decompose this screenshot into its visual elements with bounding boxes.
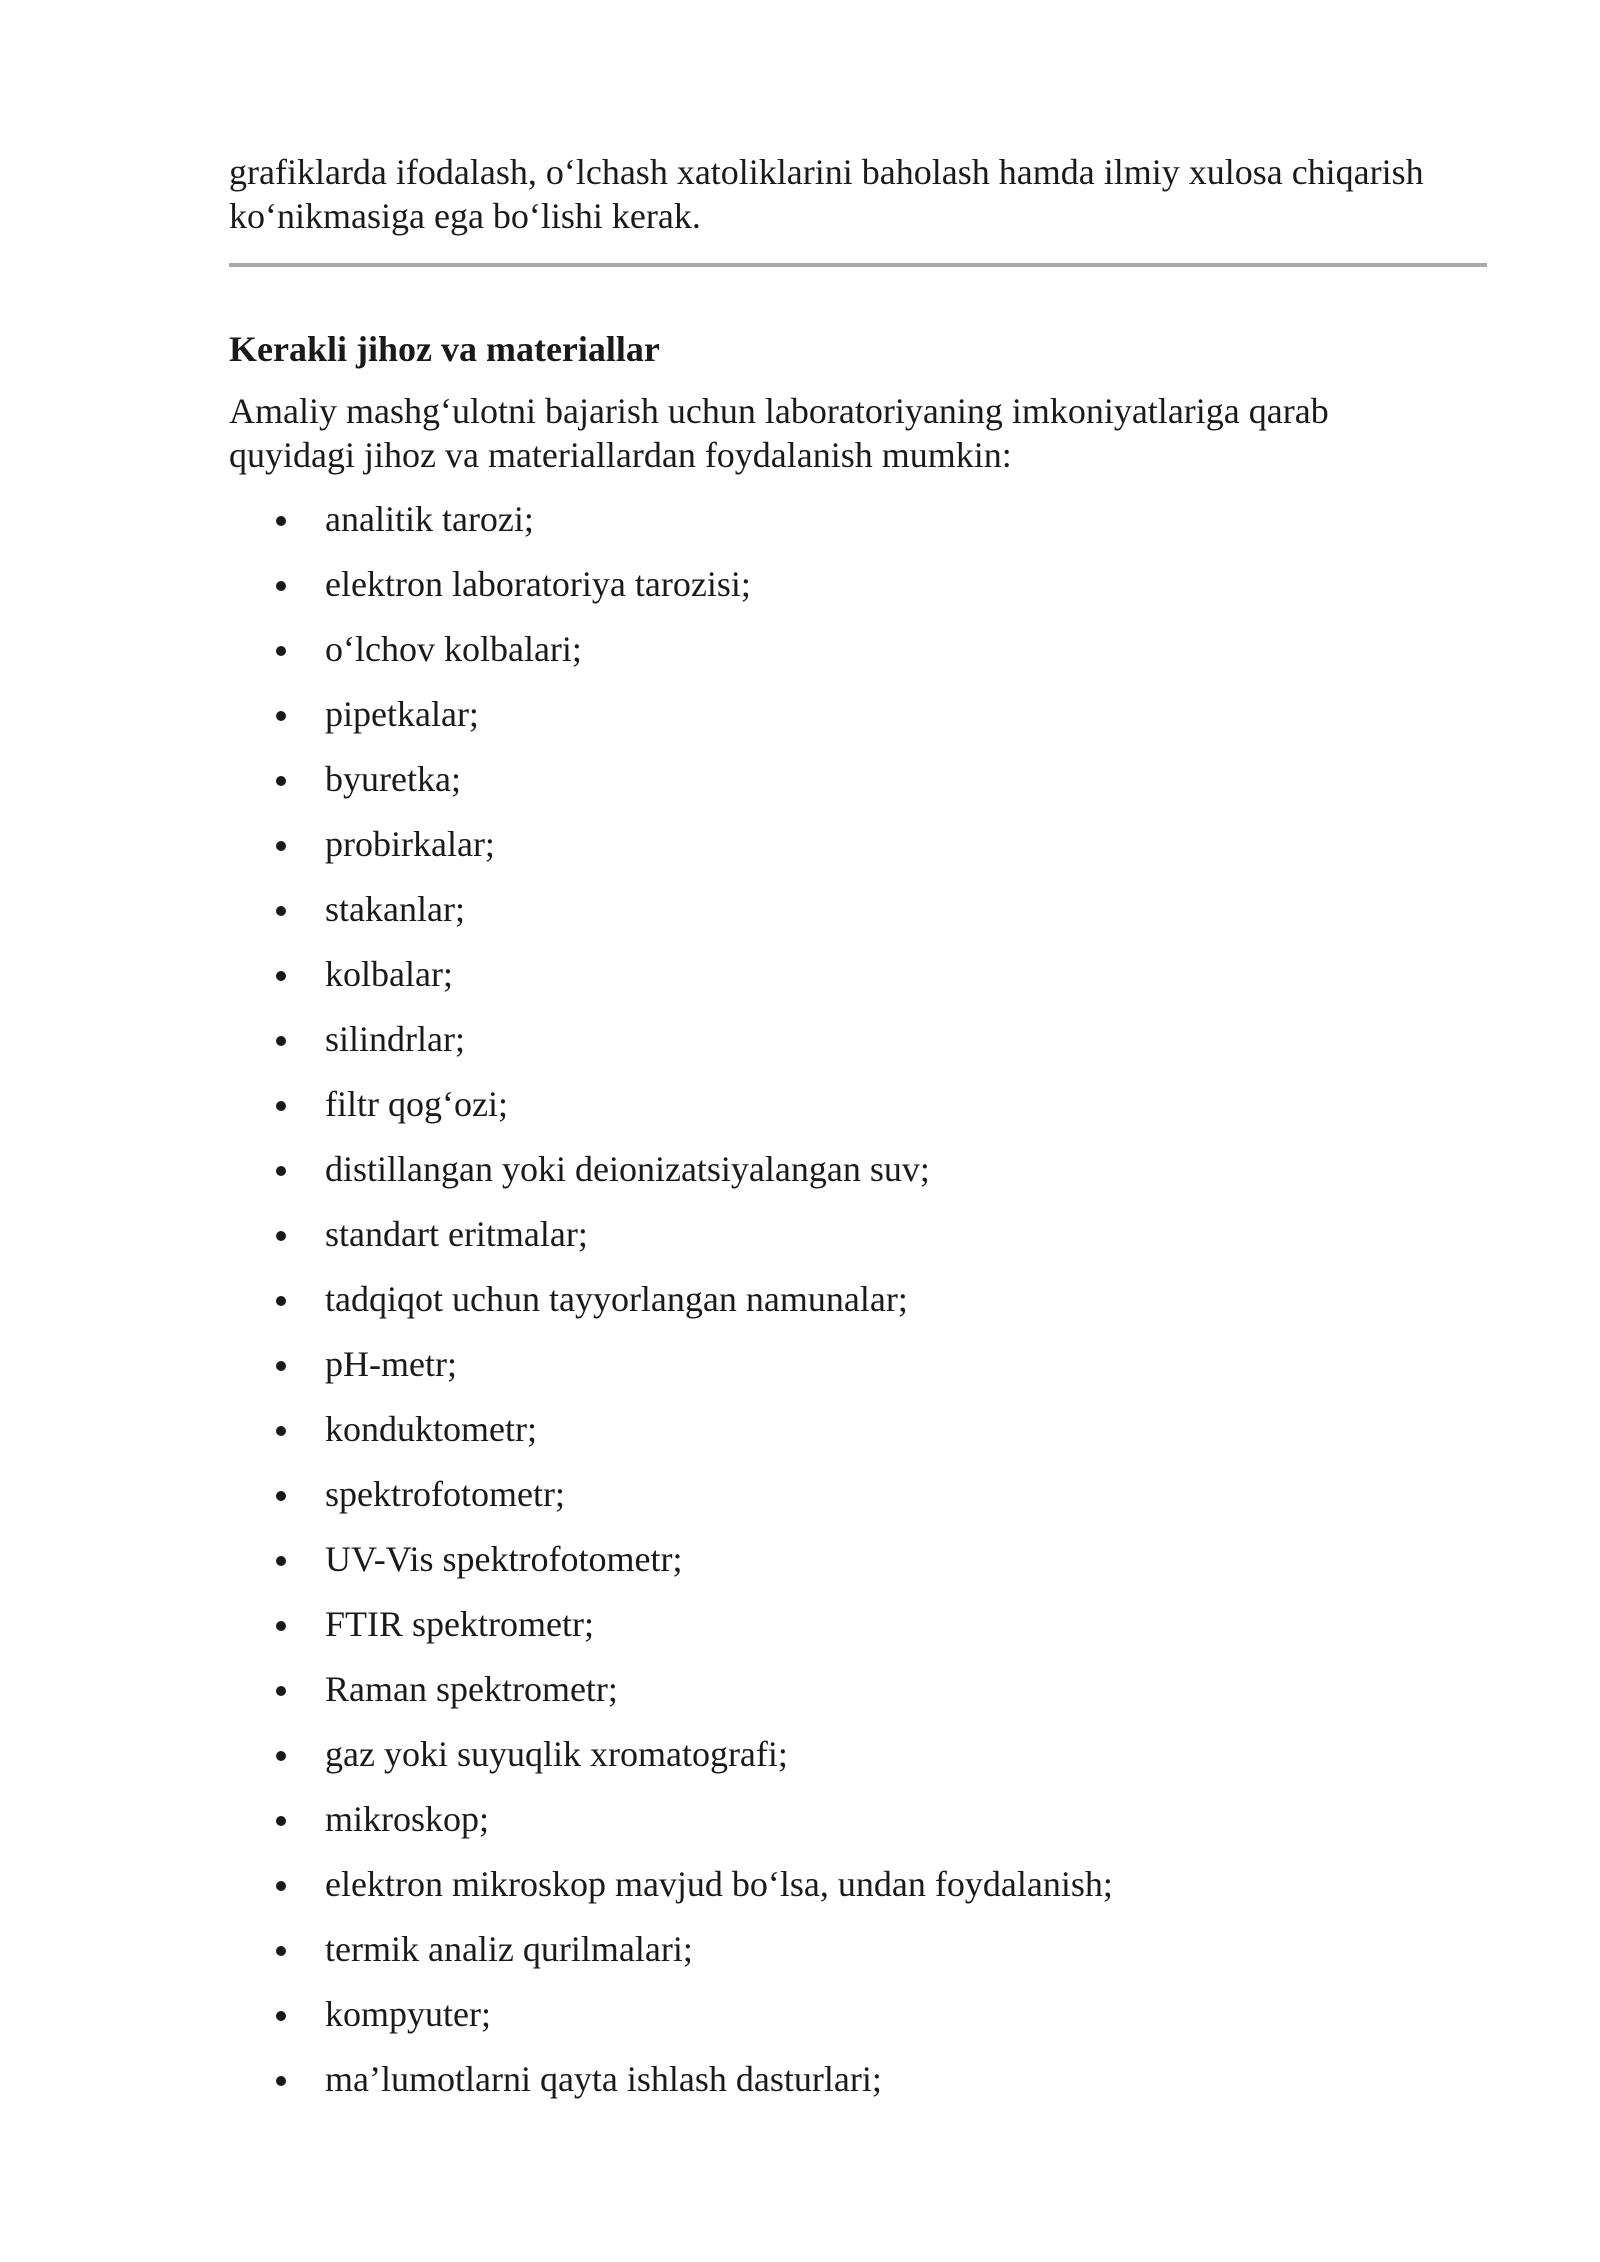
list-item [229, 1927, 1487, 1992]
list-item [229, 1082, 1487, 1147]
list-item-text: analitik tarozi; [325, 499, 534, 539]
bullet-icon [276, 1361, 286, 1371]
document-page [229, 150, 1487, 2122]
list-item [229, 822, 1487, 887]
bullet-icon [276, 1751, 286, 1761]
list-item-text: silindrlar; [325, 1019, 465, 1059]
bullet-icon [276, 1556, 286, 1566]
top-paragraph [229, 150, 1487, 238]
bullet-icon [276, 581, 286, 591]
list-item [229, 692, 1487, 757]
horizontal-divider [229, 263, 1487, 267]
bullet-icon [276, 1881, 286, 1891]
list-item-text: distillangan yoki deionizatsiyalangan suv; [325, 1149, 930, 1189]
list-item-text: o‘lchov kolbalari; [325, 629, 582, 669]
list-item [229, 1602, 1487, 1667]
list-item-text: pipetkalar; [325, 694, 479, 734]
top-paragraph-line-2: ko‘nikmasiga ega bo‘lishi kerak. [229, 196, 701, 236]
bullet-icon [276, 1296, 286, 1306]
list-item [229, 1537, 1487, 1602]
list-item [229, 1732, 1487, 1797]
section-heading: Kerakli jihoz va materiallar [229, 329, 660, 369]
list-item [229, 1342, 1487, 1407]
list-item-text: mikroskop; [325, 1799, 490, 1839]
list-item [229, 952, 1487, 1017]
bullet-icon [276, 1231, 286, 1241]
list-item-text: elektron laboratoriya tarozisi; [325, 564, 751, 604]
list-item-text: elektron mikroskop mavjud bo‘lsa, undan foydalanish; [325, 1864, 1113, 1904]
list-item-text: pH-metr; [325, 1344, 457, 1384]
list-item [229, 757, 1487, 822]
section-intro [229, 389, 1487, 477]
list-item-text: FTIR spektrometr; [325, 1604, 594, 1644]
list-item-text: probirkalar; [325, 824, 495, 864]
list-item [229, 2057, 1487, 2122]
bullet-icon [276, 2011, 286, 2021]
bullet-icon [276, 776, 286, 786]
list-item [229, 1862, 1487, 1927]
list-item-text: termik analiz qurilmalari; [325, 1929, 693, 1969]
section-intro-line-1: Amaliy mashg‘ulotni bajarish uchun laboratoriyaning imkoniyatlariga qarab [229, 391, 1329, 431]
list-item [229, 627, 1487, 692]
list-item-text: standart eritmalar; [325, 1214, 588, 1254]
bullet-icon [276, 1686, 286, 1696]
list-item [229, 497, 1487, 562]
bullet-icon [276, 1036, 286, 1046]
top-paragraph-line-1: grafiklarda ifodalash, o‘lchash xatoliklarini baholash hamda ilmiy xulosa chiqarish [229, 152, 1424, 192]
bullet-icon [276, 1166, 286, 1176]
bullet-icon [276, 1491, 286, 1501]
bullet-icon [276, 646, 286, 656]
section-intro-line-2: quyidagi jihoz va materiallardan foydalanish mumkin: [229, 435, 1012, 475]
list-item [229, 1992, 1487, 2057]
list-item-text: filtr qog‘ozi; [325, 1084, 508, 1124]
list-item [229, 1277, 1487, 1342]
bullet-icon [276, 1426, 286, 1436]
list-item [229, 1147, 1487, 1212]
list-item [229, 887, 1487, 952]
list-item [229, 1797, 1487, 1862]
list-item [229, 1472, 1487, 1537]
list-item-text: Raman spektrometr; [325, 1669, 618, 1709]
list-item-text: konduktometr; [325, 1409, 537, 1449]
bullet-icon [276, 1101, 286, 1111]
list-item-text: gaz yoki suyuqlik xromatografi; [325, 1734, 788, 1774]
bullet-icon [276, 971, 286, 981]
equipment-list [229, 497, 1487, 2122]
list-item [229, 1017, 1487, 1082]
bullet-icon [276, 516, 286, 526]
bullet-icon [276, 1621, 286, 1631]
bullet-icon [276, 711, 286, 721]
list-item-text: kompyuter; [325, 1994, 491, 2034]
list-item-text: spektrofotometr; [325, 1474, 565, 1514]
list-item-text: byuretka; [325, 759, 461, 799]
list-item [229, 562, 1487, 627]
bullet-icon [276, 906, 286, 916]
bullet-icon [276, 1816, 286, 1826]
bullet-icon [276, 2076, 286, 2086]
bullet-icon [276, 1946, 286, 1956]
list-item [229, 1212, 1487, 1277]
list-item-text: UV-Vis spektrofotometr; [325, 1539, 683, 1579]
list-item-text: kolbalar; [325, 954, 453, 994]
list-item-text: stakanlar; [325, 889, 465, 929]
list-item [229, 1667, 1487, 1732]
list-item-text: tadqiqot uchun tayyorlangan namunalar; [325, 1279, 908, 1319]
list-item [229, 1407, 1487, 1472]
bullet-icon [276, 841, 286, 851]
list-item-text: ma’lumotlarni qayta ishlash dasturlari; [325, 2059, 882, 2099]
